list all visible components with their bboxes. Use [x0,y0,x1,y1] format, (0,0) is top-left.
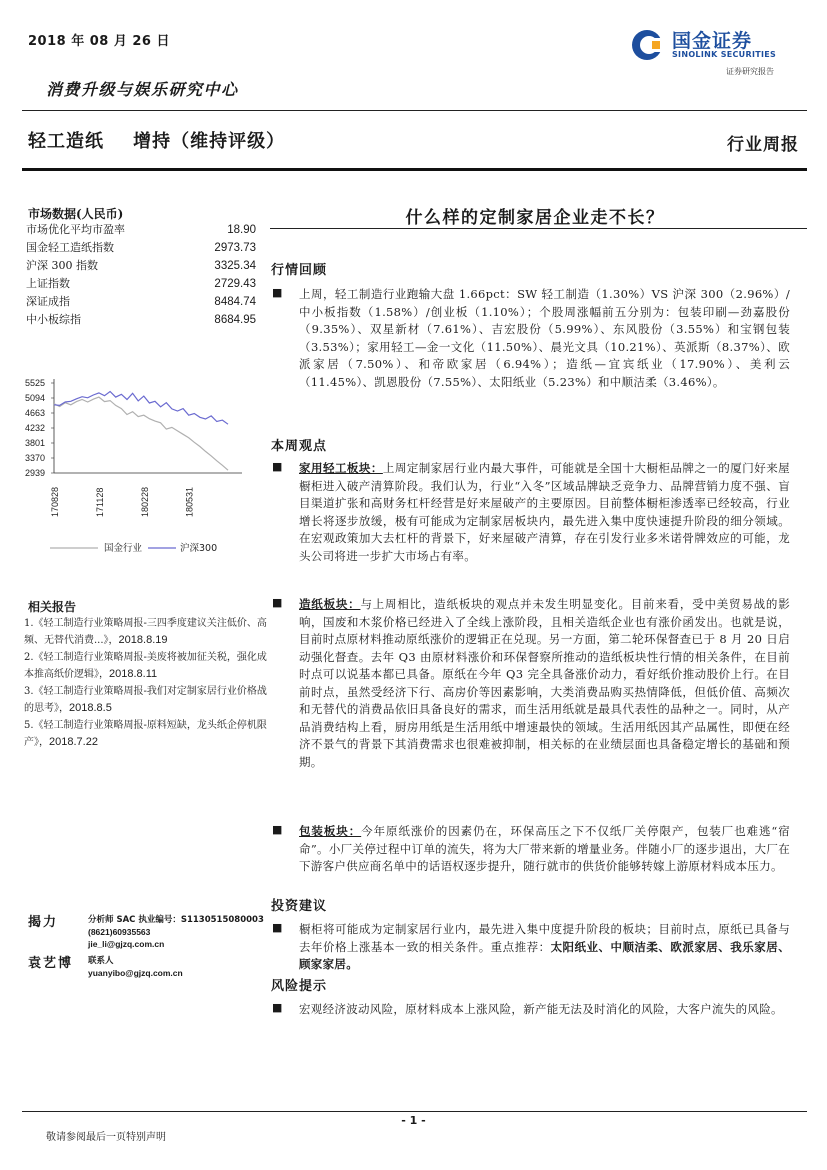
header-divider [22,110,807,111]
analyst-sac: 分析师 SAC 执业编号：S1130515080003 [88,915,264,925]
chart-series-line-hs300 [54,392,228,425]
market-value: 2729.43 [214,278,256,290]
market-label: 沪深 300 指数 [26,259,98,272]
chart-x-tick-label: 171128 [94,487,105,517]
market-data-table [26,221,256,329]
related-report-text: 3.《轻工制造行业策略周报-我们对定制家居行业价格战的思考》 [24,686,267,714]
market-row [26,275,256,293]
market-value: 18.90 [227,224,256,236]
chart-x-tick-label: 180228 [139,486,150,517]
market-label: 上证指数 [26,277,70,290]
index-chart [20,370,260,565]
related-report-item[interactable]: 1.《轻工制造行业策略周报-三四季度建议关注低价、高频、无替代消费...》，2018.8.19 [24,618,267,646]
related-report-text: 5.《轻工制造行业策略周报-原料短缺，龙头纸企停机限产》 [24,720,267,748]
related-report-date: 2018.8.5 [69,702,112,714]
chart-y-tick-label: 4663 [25,408,46,418]
market-label: 中小板综指 [26,313,81,326]
document-title: 什么样的定制家居企业走不长？ [405,208,665,228]
chart-legend-label: 国金行业 [104,543,143,554]
market-label: 市场优化平均市盈率 [26,223,125,236]
bullet-icon: ■ [272,596,283,609]
section-risk: 风险提示 [271,979,328,994]
paragraph-label: 家用轻工板块： [299,461,383,475]
bullet-icon: ■ [272,921,283,934]
paragraph-text: 宏观经济波动风险，原材料成本上涨风险，新产能无法及时消化的风险，大客户流失的风险。 [299,1002,783,1016]
paragraph-body: 上周定制家居行业内最大事件，可能就是全国十大橱柜品牌之一的厦门好来屋橱柜进入破产清算阶段。我们认为，行业“入冬”区域品牌缺乏竞争力、品牌营销力度不强、盲目渠道扩张和高财务杠杆经营是好来屋破产的主要原因。目前整体橱柜渗透率已经较高，行业增长将逐步放缓，极有可能成为定制家居板块内，最先进入集中度快速提升阶段的细分领域。在宏观政策加大去杠杆的背景下，好来屋破产清算，存在引发行业多米诺骨牌效应的可能，龙头公司将进一步扩大市场占有率。 [299,461,790,563]
market-row [26,311,256,329]
analyst-phone: (8621)60935563 [88,927,151,937]
related-report-date: 2018.7.22 [49,736,98,748]
title-divider [22,168,807,171]
market-row [26,293,256,311]
contact-role: 联系人 [88,956,114,966]
paragraph-text [299,823,790,876]
logo-name-cn: 国金证券 [672,30,753,52]
paragraph-investment [272,921,790,974]
market-label: 国金轻工造纸指数 [26,241,114,254]
chart-y-tick-label: 5525 [25,378,46,388]
paragraph-text [299,460,790,565]
recommended-stocks: 太阳纸业、中顺洁柔、欧派家居、我乐家居、顾家家居。 [299,939,790,971]
paragraph-risk [272,1001,790,1019]
related-report-item[interactable]: 2.《轻工制造行业策略周报-美废将被加征关税，强化成本推高纸价逻辑》，2018.8.11 [24,652,267,680]
logo-name-en: SINOLINK SECURITIES [672,50,777,59]
related-report-date: 2018.8.19 [118,634,168,646]
chart-series-line-industry [54,397,228,470]
market-data-title: 市场数据(人民币) [28,207,124,221]
analyst-name: 揭力 [28,915,59,930]
market-row [26,257,256,275]
chart-y-tick-label: 2939 [25,468,46,478]
related-reports-list [24,615,274,751]
logo-subtitle: 证券研究报告 [726,67,774,76]
industry-rating: 轻工造纸 增持（维持评级） [28,131,286,152]
market-row [26,221,256,239]
paragraph-text: 上周，轻工制造行业跑输大盘 1.66pct：SW 轻工制造（1.30%）VS 沪深 300（2.96%）/中小板指数（1.58%）/创业板（1.10%）；个股周涨幅前五分别为：包装印刷—劲嘉股份（9.35%）、双星新材（7.61%）、吉宏股份（5.99%）、东风股份（3.55%）和宝钢包装（3.53%）；家用轻工—金一文化（11.50%）、晨光文具（10.21%）、英派斯（8.37%）、欧派家居（7.50%）、和帝欧家居（6.94%）；造纸—宜宾纸业（17.90%）、美利云（11.45%）、凯恩股份（7.55%）、太阳纸业（5.23%）和中顺洁柔（3.46%）。 [299,287,790,389]
paragraph-body: 与上周相比，造纸板块的观点并未发生明显变化。目前来看，受中美贸易战的影响，国废和木浆价格已经进入了全线上涨阶段，且相关造纸企业也有涨价函发出。也就是说，目前时点原材料推动原纸涨价的逻辑正在兑现。另一方面，第二轮环保督查已于 8 月 20 日启动强化督查。去年 Q3 由原材料涨价和环保督察所推动的造纸板块性行情的相关条件，在目前时点可以说基本都已具备。原纸在今年 Q3 完全具备涨价动力，看好纸价推动股价上行。在目前时点，虽然受经济下行、高房价等因素影响，大类消费品购买热情降低，但低价值、高频次和无替代的消费品依旧具备良好的需求，而生活用纸就是最具代表性的品种之一。同时，从产品消费结构上看，厨房用纸是生活用纸中增速最快的领域。生活用纸因其产品属性，即便在经济不景气的背景下其消费需求也很难被抑制，相关标的在业绩层面也具备稳定增长的基础和预期。 [299,597,790,769]
paragraph-market-review [272,286,790,391]
sinolink-logo-icon [630,28,664,62]
paragraph-label: 造纸板块： [299,597,361,611]
analyst-email[interactable]: jie_li@gjzq.com.cn [88,939,165,949]
disclaimer-note: 敬请参阅最后一页特别声明 [46,1132,166,1143]
report-date: 2018 年 08 月 26 日 [28,34,170,49]
chart-y-tick-label: 3801 [25,438,46,448]
chart-y-tick-label: 4232 [25,423,46,433]
bullet-icon: ■ [272,1001,283,1014]
market-label: 深证成指 [26,295,70,308]
paragraph-text [299,596,790,771]
section-weekly-view: 本周观点 [271,439,328,454]
market-value: 8484.74 [214,296,256,308]
section-investment-advice: 投资建议 [271,899,328,914]
related-report-item[interactable]: 5.《轻工制造行业策略周报-原料短缺，龙头纸企停机限产》，2018.7.22 [24,720,267,748]
contact-info [88,955,183,979]
index-chart-svg [20,370,260,565]
paragraph-body: 橱柜将可能成为定制家居行业内，最先进入集中度提升阶段的板块；目前时点，原纸已具备与去年价格上涨基本一致的相关条件。重点推荐： [299,922,790,954]
chart-x-tick-label: 180531 [184,486,195,517]
related-report-item[interactable]: 3.《轻工制造行业策略周报-我们对定制家居行业价格战的思考》，2018.8.5 [24,686,267,714]
company-logo [630,24,790,80]
chart-x-tick-label: 170828 [50,486,60,517]
chart-y-tick-label: 3370 [25,453,46,463]
related-reports-title: 相关报告 [28,600,77,614]
paragraph-packaging [272,823,790,876]
related-report-text: 1.《轻工制造行业策略周报-三四季度建议关注低价、高频、无替代消费...》 [24,618,267,646]
paragraph-label: 包装板块： [299,824,362,838]
footer-divider [22,1111,807,1112]
contact-name: 袁艺博 [28,956,74,971]
market-value: 2973.73 [214,242,256,254]
market-value: 8684.95 [214,314,256,326]
paragraph-paper [272,596,790,771]
bullet-icon: ■ [272,823,283,836]
report-type: 行业周报 [727,135,799,155]
market-value: 3325.34 [214,260,256,272]
related-report-date: 2018.8.11 [109,668,158,680]
market-row [26,239,256,257]
analyst-info [88,914,264,950]
chart-y-tick-label: 5094 [25,393,46,403]
paragraph-body: 今年原纸涨价的因素仍在，环保高压之下不仅纸厂关停限产，包装厂也难逃“宿命”。小厂关停过程中订单的流失，将为大厂带来新的增量业务。伴随小厂的逐步退出，大厂在下游客户供应商名单中的话语权逐步提升，随行就市的供货价能够转嫁上游原材料成本压力。 [299,824,791,873]
contact-email[interactable]: yuanyibo@gjzq.com.cn [88,968,183,978]
related-report-text: 2.《轻工制造行业策略周报-美废将被加征关税，强化成本推高纸价逻辑》 [24,652,267,680]
bullet-icon: ■ [272,286,283,299]
research-center: 消费升级与娱乐研究中心 [46,80,239,99]
paragraph-household [272,460,790,565]
page-number: - 1 - [401,1114,426,1127]
paragraph-text [299,921,790,974]
bullet-icon: ■ [272,460,283,473]
chart-legend-label: 沪深300 [180,543,218,554]
section-market-review: 行情回顾 [271,263,328,278]
document-title-rule [270,228,807,229]
